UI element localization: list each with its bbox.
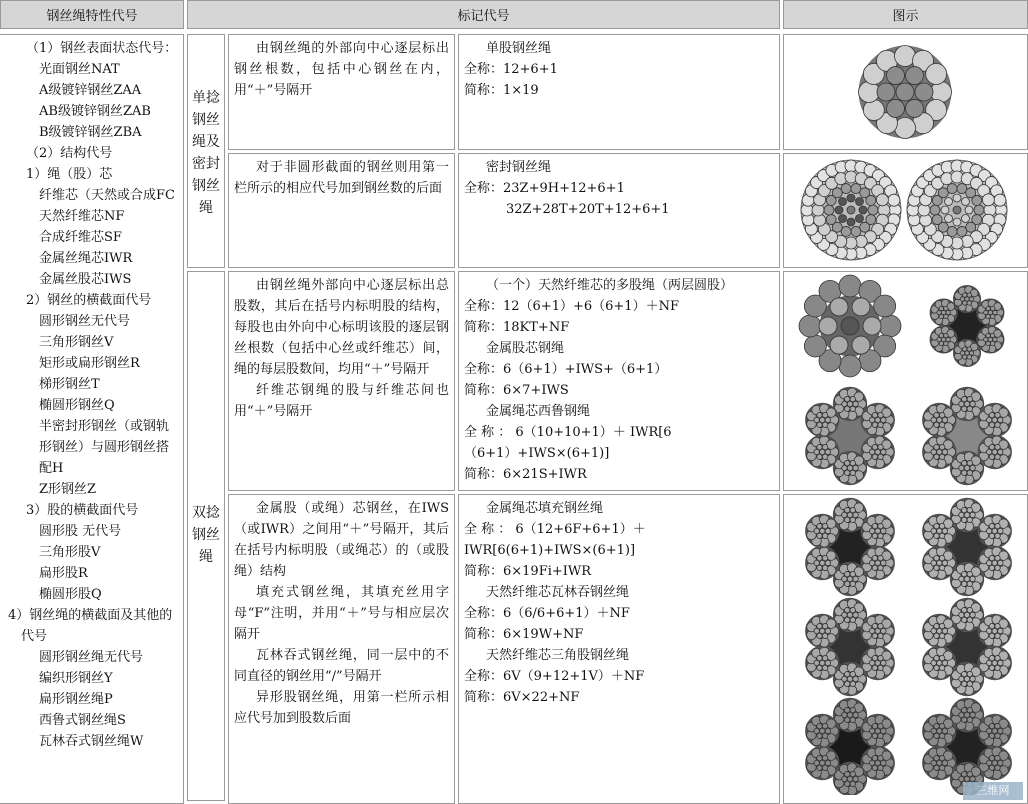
group-label: 单捻钢丝绳及密封钢丝绳 <box>192 90 220 216</box>
watermark-logo: 三维网 <box>963 782 1023 800</box>
rope-mark-line: 简称：6×19W+NF <box>464 627 584 642</box>
characteristic-code-list <box>0 34 184 804</box>
characteristic-item: 扁形股R <box>39 566 88 581</box>
rope-mark-line: 全称：6V（9+12+1V）＋NF <box>464 669 645 684</box>
rope-mark-line: 简称：6×21S+IWR <box>464 467 587 482</box>
description-cell <box>228 271 455 491</box>
description-paragraph: 瓦林吞式钢丝绳，同一层中的不同直径的钢丝用“/”号隔开 <box>234 648 449 684</box>
illustration-filler-rope <box>783 494 1028 804</box>
characteristic-item: 矩形或扁形钢丝R <box>39 356 140 371</box>
characteristic-item: 天然纤维芯NF <box>39 209 125 224</box>
characteristic-item: 西鲁式钢丝绳S <box>39 713 126 728</box>
characteristic-item: 三角形股V <box>39 545 101 560</box>
header-label: 钢丝绳特性代号 <box>46 9 138 24</box>
rope-mark-line: 全 称 ： 6（10+10+1）＋ IWR[6（6+1）+IWS×(6+1)] <box>464 425 672 461</box>
description-paragraph: 异形股钢丝绳，用第一栏所示相应代号加到股数后面 <box>234 690 449 726</box>
group-double-lay <box>187 271 225 801</box>
rope-mark-line: 全称：12+6+1 <box>464 62 558 77</box>
description-paragraph: 金属股（或绳）芯钢丝，在IWS（或IWR）之间用“＋”号隔开，其后在括号内标明股（或绳芯）的（或股绳）结构 <box>234 501 449 579</box>
header-characteristic-code <box>0 0 184 29</box>
rope-type-title: 金属绳芯西鲁钢绳 <box>486 404 591 419</box>
rope-mark-line: 简称：6×19Fi+IWR <box>464 564 592 579</box>
characteristic-item: （1）钢丝表面状态代号： <box>26 41 178 56</box>
header-illustration <box>783 0 1028 29</box>
characteristic-item: 圆形股 无代号 <box>39 524 122 539</box>
rope-mark-line: 简称：18KT+NF <box>464 320 570 335</box>
characteristic-item: 3）股的横截面代号 <box>26 503 139 518</box>
characteristic-item: 梯形钢丝T <box>39 377 100 392</box>
characteristic-item: 2）钢丝的横截面代号 <box>26 293 152 308</box>
characteristic-item: 圆形钢丝绳无代号 <box>39 650 144 665</box>
description-paragraph: 由钢丝绳外部向中心逐层标出总股数，其后在括号内标明股的结构，每股也由外向中心标明该股的逐层钢丝根数（包括中心丝或纤维芯）间，绳的每层股数间，均用“＋”号隔开 <box>234 278 449 377</box>
mark-cell <box>458 271 780 491</box>
header-label: 图示 <box>892 9 919 24</box>
rope-mark-line: 全 称 ： 6（12+6F+6+1）＋ IWR[6(6+1)+IWS×(6+1)] <box>464 522 646 558</box>
mark-cell <box>458 34 780 150</box>
illustration-sealed-rope <box>783 153 1028 268</box>
characteristic-item: AB级镀锌钢丝ZAB <box>39 104 151 119</box>
characteristic-item: Z形钢丝Z <box>39 482 97 497</box>
rope-type-title: 单股钢丝绳 <box>486 41 552 56</box>
rope-type-title: 天然纤维芯瓦林吞钢丝绳 <box>486 585 630 600</box>
characteristic-item: 瓦林吞式钢丝绳W <box>39 734 144 749</box>
characteristic-item: 合成纤维芯SF <box>39 230 122 245</box>
characteristic-item: 1）绳（股）芯 <box>26 167 113 182</box>
mark-cell <box>458 153 780 268</box>
description-paragraph: 对于非圆形截面的钢丝则用第一栏所示的相应代号加到钢丝数的后面 <box>234 160 449 196</box>
sealed-rope-diagram <box>784 154 1027 267</box>
characteristic-item: 4）钢丝绳的横截面及其他的代号 <box>8 608 173 644</box>
rope-mark-line: 全称：23Z+9H+12+6+1 <box>464 181 625 196</box>
rope-mark-line: 简称：6×7+IWS <box>464 383 569 398</box>
characteristic-item: 纤维芯（天然或合成FC <box>39 188 175 203</box>
description-cell <box>228 494 455 804</box>
description-cell <box>228 153 455 268</box>
multi-strand-rope-diagram <box>784 272 1027 490</box>
description-paragraph: 填充式钢丝绳，其填充丝用字母“F”注明，并用“＋”号与相应层次隔开 <box>234 585 449 642</box>
characteristic-item: 编织形钢丝Y <box>39 671 113 686</box>
rope-mark-line: 全称：12（6+1）+6（6+1）＋NF <box>464 299 679 314</box>
illustration-single-strand <box>783 34 1028 150</box>
rope-mark-line: 32Z+28T+20T+12+6+1 <box>506 202 670 217</box>
characteristic-item: 光面钢丝NAT <box>39 62 120 77</box>
rope-mark-line: 全称：6（6/6+6+1）＋NF <box>464 606 630 621</box>
characteristic-item: A级镀锌钢丝ZAA <box>39 83 142 98</box>
rope-mark-line: 简称：1×19 <box>464 83 539 98</box>
rope-mark-line: 简称：6V×22+NF <box>464 690 580 705</box>
characteristic-item: 金属丝绳芯IWR <box>39 251 133 266</box>
mark-cell <box>458 494 780 804</box>
description-paragraph: 纤维芯钢绳的股与纤维芯间也用“＋”号隔开 <box>234 383 449 419</box>
description-paragraph: 由钢丝绳的外部向中心逐层标出钢丝根数，包括中心钢丝在内，用“＋”号隔开 <box>234 41 449 98</box>
characteristic-item: 三角形钢丝V <box>39 335 114 350</box>
characteristic-item: B级镀锌钢丝ZBA <box>39 125 142 140</box>
group-single-strand <box>187 34 225 268</box>
characteristic-item: （2）结构代号 <box>26 146 113 161</box>
header-mark-code <box>187 0 780 29</box>
rope-mark-line: 全称：6（6+1）+IWS+（6+1） <box>464 362 668 377</box>
rope-type-title: 金属绳芯填充钢丝绳 <box>486 501 604 516</box>
group-label: 双捻钢丝绳 <box>192 505 220 565</box>
characteristic-item: 金属丝股芯IWS <box>39 272 132 287</box>
filler-rope-diagram <box>784 495 1027 795</box>
header-label: 标记代号 <box>457 9 510 24</box>
wire-rope-1x19-diagram <box>784 35 1027 149</box>
rope-type-title: 密封钢丝绳 <box>486 160 552 175</box>
characteristic-item: 扁形钢丝绳P <box>39 692 113 707</box>
characteristic-item: 半密封形钢丝（或钢轨形钢丝）与圆形钢丝搭配H <box>39 419 170 476</box>
characteristic-item: 椭圆形股Q <box>39 587 102 602</box>
characteristic-item: 椭圆形钢丝Q <box>39 398 115 413</box>
rope-type-title: 金属股芯钢绳 <box>486 341 565 356</box>
characteristic-item: 圆形钢丝无代号 <box>39 314 131 329</box>
rope-type-title: （一个）天然纤维芯的多股绳（两层圆股） <box>486 278 734 293</box>
rope-type-title: 天然纤维芯三角股钢丝绳 <box>486 648 630 663</box>
description-cell <box>228 34 455 150</box>
illustration-multi-strand <box>783 271 1028 491</box>
